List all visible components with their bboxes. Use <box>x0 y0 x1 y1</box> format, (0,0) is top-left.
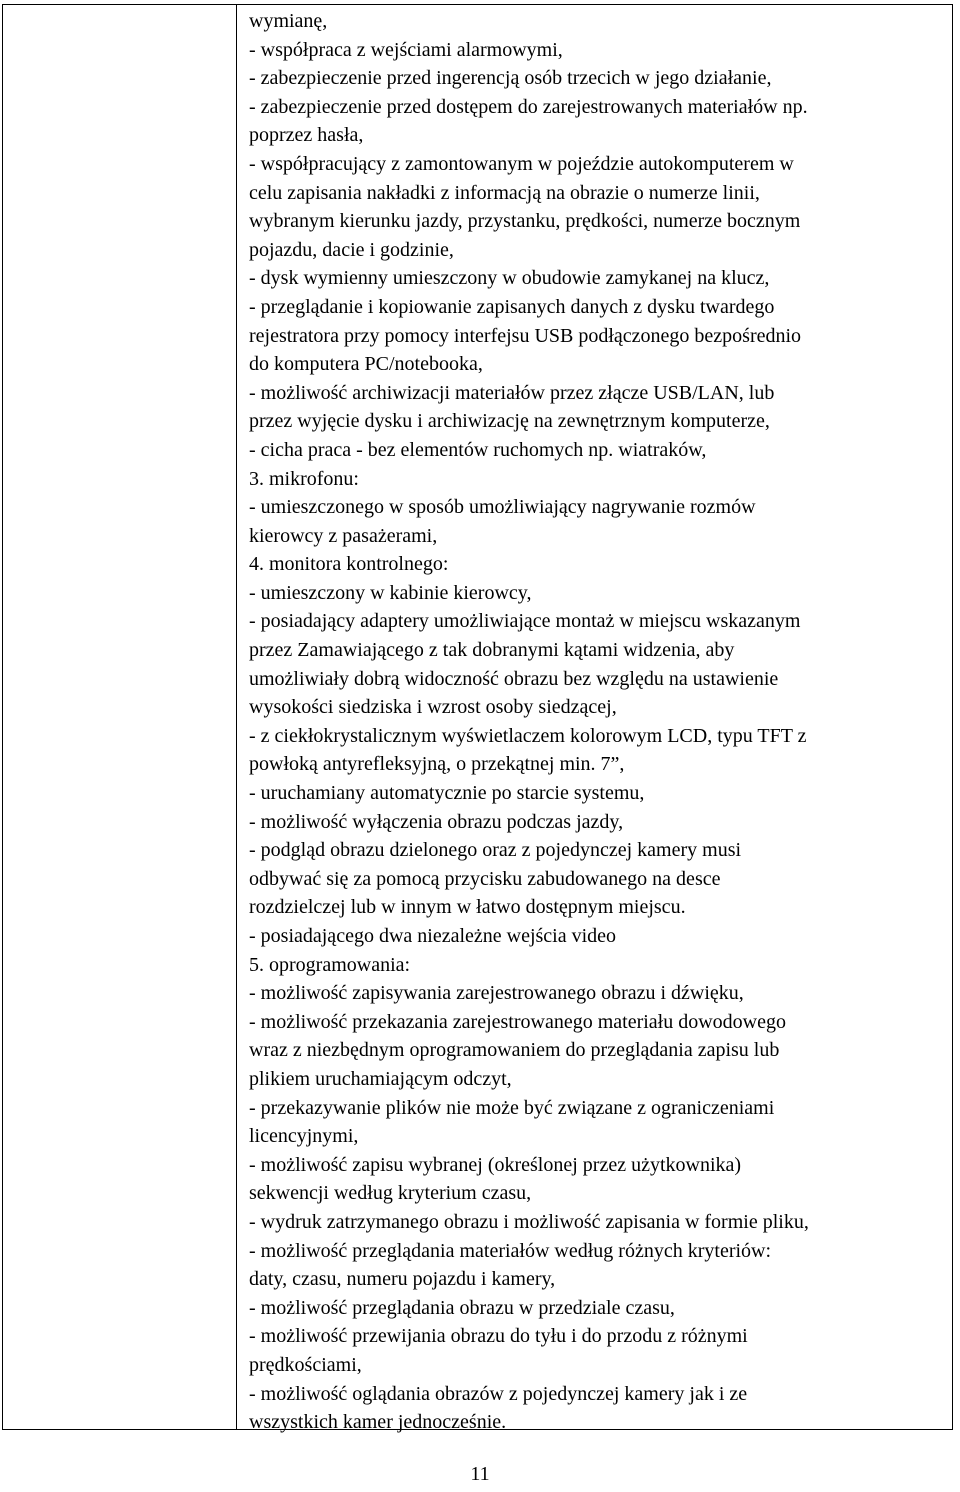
text-line: wysokości siedziska i wzrost osoby siedzącej, <box>249 696 617 719</box>
text-line: prędkościami, <box>249 1353 362 1376</box>
text-line: sekwencji według kryterium czasu, <box>249 1182 532 1205</box>
text-line: licencyjnymi, <box>249 1125 359 1148</box>
text-line: - możliwość zapisu wybranej (określonej przez użytkownika) <box>249 1153 742 1176</box>
text-line: rejestratora przy pomocy interfejsu USB podłączonego bezpośrednio <box>249 324 802 347</box>
text-line: - umieszczony w kabinie kierowcy, <box>249 581 532 604</box>
text-line: - przeglądanie i kopiowanie zapisanych danych z dysku twardego <box>249 295 775 318</box>
text-line: - możliwość przeglądania materiałów według różnych kryteriów: <box>249 1239 772 1262</box>
text-line: - współpracujący z zamontowanym w pojeździe autokomputerem w <box>249 152 794 175</box>
text-line: - dysk wymienny umieszczony w obudowie zamykanej na klucz, <box>249 267 770 290</box>
text-line: - posiadający adaptery umożliwiające montaż w miejscu wskazanym <box>249 610 801 633</box>
text-line: wraz z niezbędnym oprogramowaniem do przeglądania zapisu lub <box>249 1039 780 1062</box>
text-line: - zabezpieczenie przed ingerencją osób trzecich w jego działanie, <box>249 67 772 90</box>
table-left-cell <box>3 5 237 1429</box>
text-line: powłoką antyrefleksyjną, o przekątnej min. 7”, <box>249 753 625 776</box>
text-line: przez Zamawiającego z tak dobranymi kątami widzenia, aby <box>249 639 735 662</box>
text-line: - cicha praca - bez elementów ruchomych np. wiatraków, <box>249 438 707 461</box>
text-line: celu zapisania nakładki z informacją na obrazie o numerze linii, <box>249 181 760 204</box>
text-line: poprzez hasła, <box>249 124 364 147</box>
text-line: - możliwość oglądania obrazów z pojedynczej kamery jak i ze <box>249 1382 748 1405</box>
text-line: - uruchamiany automatycznie po starcie systemu, <box>249 782 645 805</box>
text-line: - możliwość zapisywania zarejestrowanego obrazu i dźwięku, <box>249 982 744 1005</box>
text-line: - możliwość przeglądania obrazu w przedziale czasu, <box>249 1296 675 1319</box>
text-line: daty, czasu, numeru pojazdu i kamery, <box>249 1268 556 1291</box>
text-line: - zabezpieczenie przed dostępem do zarejestrowanych materiałów np. <box>249 95 808 118</box>
text-line: wszystkich kamer jednocześnie. <box>249 1411 507 1434</box>
text-line: - możliwość przewijania obrazu do tyłu i do przodu z różnymi <box>249 1325 748 1348</box>
text-line: - z ciekłokrystalicznym wyświetlaczem kolorowym LCD, typu TFT z <box>249 724 807 747</box>
text-line: wybranym kierunku jazdy, przystanku, prędkości, numerze bocznym <box>249 210 801 233</box>
text-line: - podgląd obrazu dzielonego oraz z pojedynczej kamery musi <box>249 839 742 862</box>
text-line: - możliwość wyłączenia obrazu podczas jazdy, <box>249 810 624 833</box>
text-line: pojazdu, dacie i godzinie, <box>249 238 454 261</box>
text-line: umożliwiały dobrą widoczność obrazu bez względu na ustawienie <box>249 667 779 690</box>
specification-table <box>2 4 953 1434</box>
text-line: do komputera PC/notebooka, <box>249 353 483 376</box>
text-line: kierowcy z pasażerami, <box>249 524 438 547</box>
text-line: - przekazywanie plików nie może być związane z ograniczeniami <box>249 1096 775 1119</box>
text-line: - posiadającego dwa niezależne wejścia video <box>249 925 617 947</box>
section-heading: 5. oprogramowania: <box>249 953 411 976</box>
text-line: - umieszczonego w sposób umożliwiający nagrywanie rozmów <box>249 496 756 519</box>
text-line: - możliwość przekazania zarejestrowanego materiału dowodowego <box>249 1010 786 1033</box>
section-heading: 4. monitora kontrolnego: <box>249 553 449 576</box>
text-line: - możliwość archiwizacji materiałów przez złącze USB/LAN, lub <box>249 381 775 404</box>
table-right-cell <box>237 5 952 1434</box>
text-line: - współpraca z wejściami alarmowymi, <box>249 38 563 61</box>
page-number: 11 <box>470 1463 490 1485</box>
section-heading: 3. mikrofonu: <box>249 467 359 490</box>
text-line: wymianę, <box>249 10 328 32</box>
text-line: rozdzielczej lub w innym w łatwo dostępnym miejscu. <box>249 896 686 919</box>
text-line: odbywać się za pomocą przycisku zabudowanego na desce <box>249 867 721 890</box>
text-line: - wydruk zatrzymanego obrazu i możliwość zapisania w formie pliku, <box>249 1210 809 1233</box>
text-line: przez wyjęcie dysku i archiwizację na zewnętrznym komputerze, <box>249 410 770 433</box>
text-line: plikiem uruchamiającym odczyt, <box>249 1067 512 1090</box>
